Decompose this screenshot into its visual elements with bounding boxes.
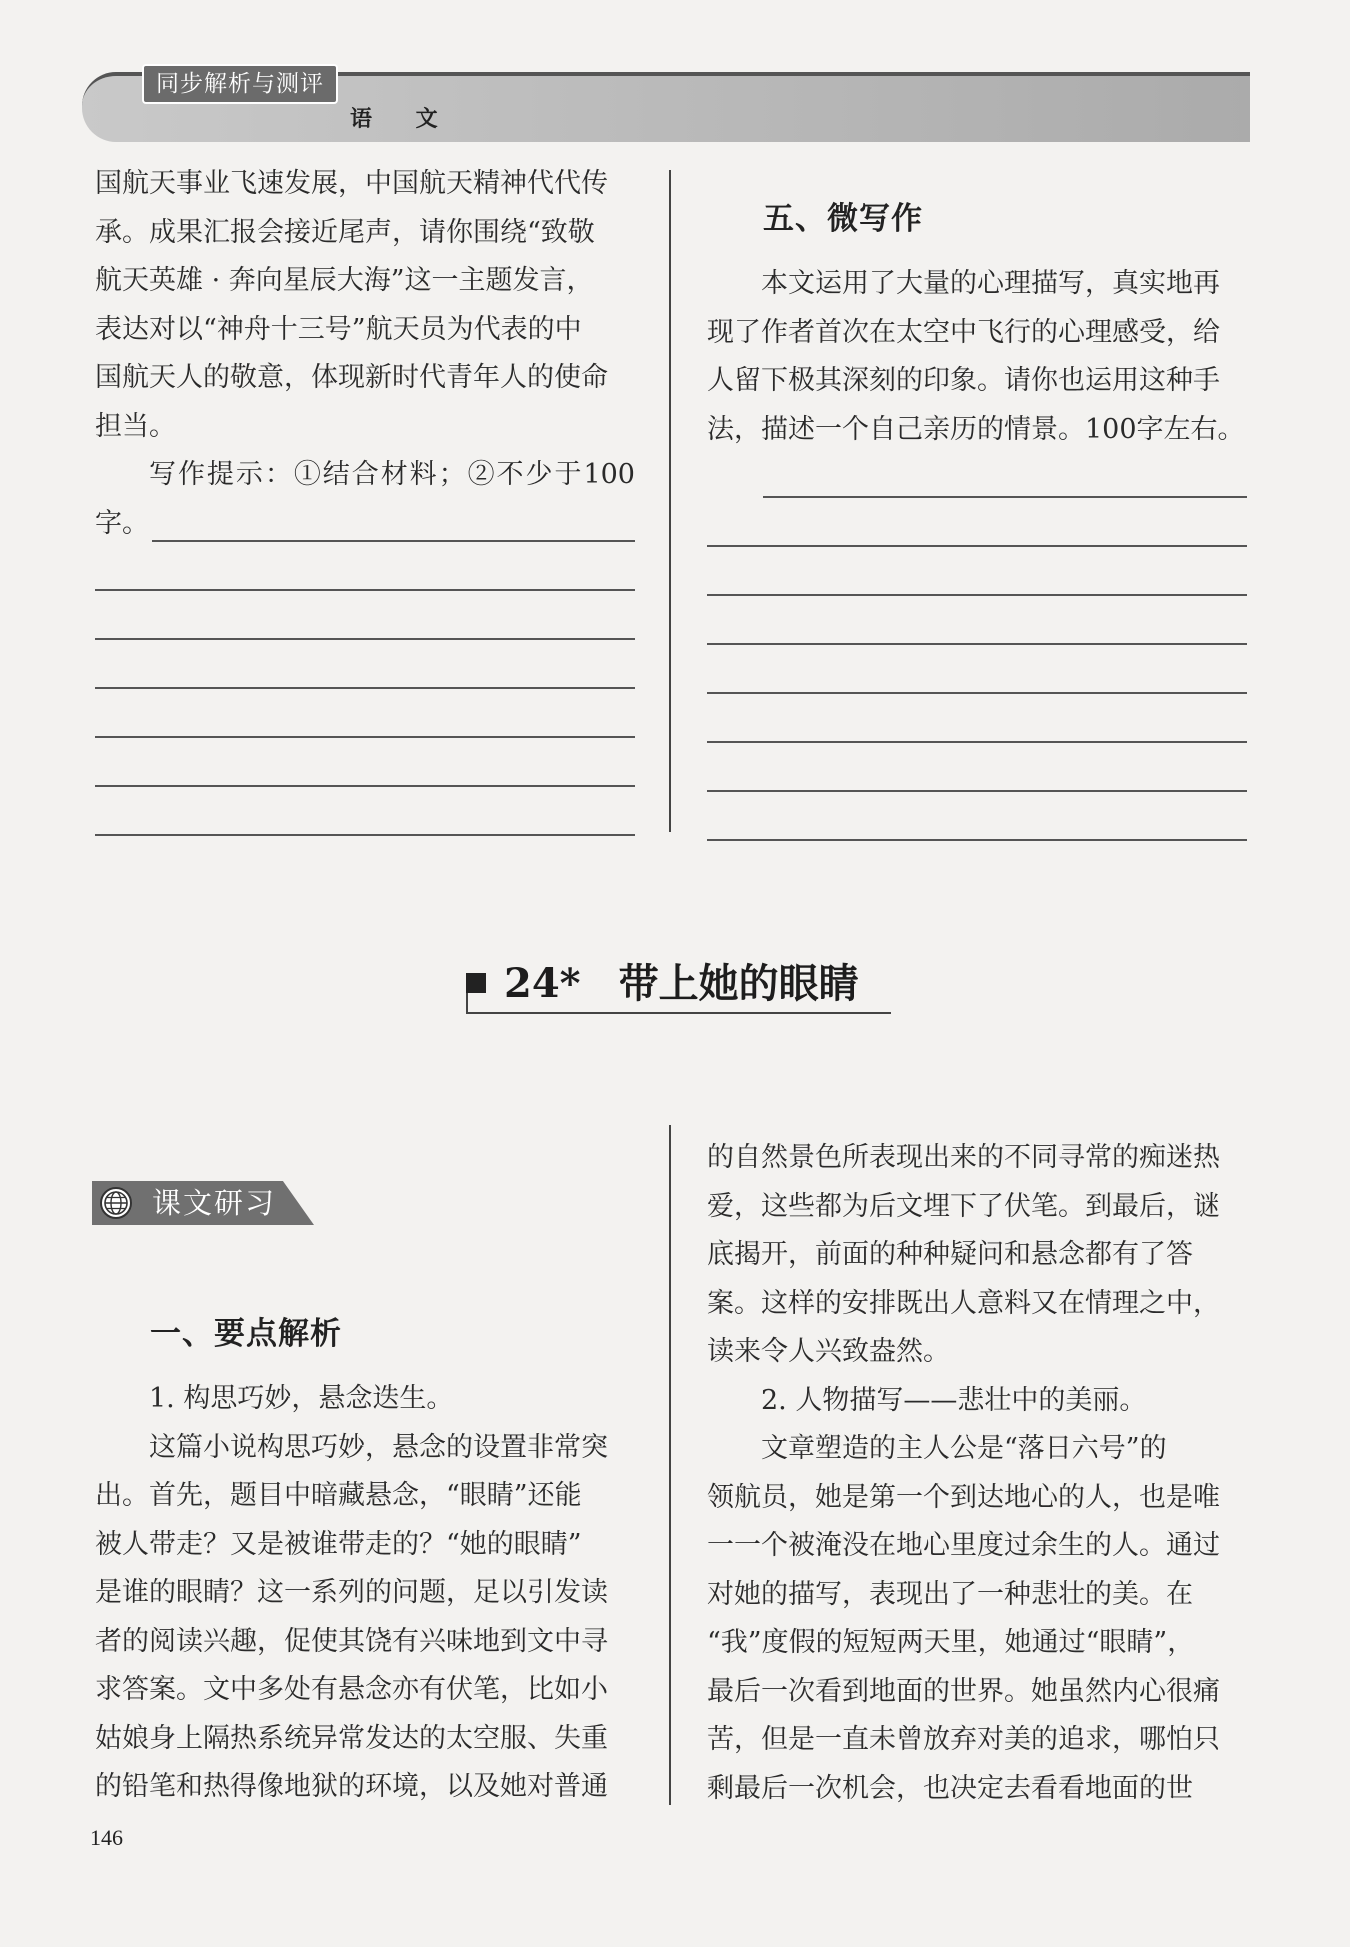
text-line: 表达对以“神舟十三号”航天员为代表的中 xyxy=(95,313,582,345)
text-line: 对她的描写，表现出了一种悲壮的美。在 xyxy=(707,1578,1193,1610)
text-line: 者的阅读兴趣，促使其饶有兴味地到文中寻 xyxy=(95,1625,608,1657)
text-line: 最后一次看到地面的世界。她虽然内心很痛 xyxy=(707,1675,1220,1707)
text-line: 本文运用了大量的心理描写，真实地再 xyxy=(761,268,1220,299)
writing-line[interactable] xyxy=(707,545,1247,547)
column-divider xyxy=(669,1125,671,1805)
text-line: 国航天事业飞速发展，中国航天精神代代传 xyxy=(95,168,608,199)
section-title-micro-writing: 五、微写作 xyxy=(763,201,923,237)
globe-icon xyxy=(100,1187,132,1219)
writing-line[interactable] xyxy=(95,687,635,689)
text-line: 国航天人的敬意，体现新时代青年人的使命 xyxy=(95,362,608,393)
text-line: 担当。 xyxy=(95,410,176,442)
writing-line[interactable] xyxy=(95,589,635,591)
bottom-left-column xyxy=(95,1375,635,1812)
text-line: 案。这样的安排既出人意料又在情理之中， xyxy=(707,1287,1220,1319)
text-line: 领航员，她是第一个到达地心的人，也是唯 xyxy=(707,1481,1220,1513)
text-line: 姑娘身上隔热系统异常发达的太空服、失重 xyxy=(95,1722,608,1754)
top-left-column xyxy=(95,160,635,548)
text-line: 承。成果汇报会接近尾声，请你围绕“致敬 xyxy=(95,216,595,248)
writing-line[interactable] xyxy=(707,643,1247,645)
text-line: 剩最后一次机会，也决定去看看地面的世 xyxy=(707,1772,1193,1804)
subject-label: 语 文 xyxy=(350,107,456,132)
point-title: 1. 构思巧妙，悬念迭生。 xyxy=(149,1383,454,1414)
text-line: 的自然景色所表现出来的不同寻常的痴迷热 xyxy=(707,1142,1220,1173)
square-bullet-icon xyxy=(466,973,486,993)
text-line: 的铅笔和热得像地狱的环境，以及她对普通 xyxy=(95,1771,608,1802)
text-line: 文章塑造的主人公是“落日六号”的 xyxy=(761,1433,1167,1464)
text-line: 是谁的眼睛？这一系列的问题，足以引发读 xyxy=(95,1577,608,1608)
text-line: 现了作者首次在太空中飞行的心理感受，给 xyxy=(707,316,1220,348)
lesson-title-text: 带上她的眼睛 xyxy=(618,960,859,1007)
text-line: “我”度假的短短两天里，她通过“眼睛”， xyxy=(707,1627,1195,1658)
text-line: 被人带走？又是被谁带走的？“她的眼睛” xyxy=(95,1528,582,1560)
writing-line[interactable] xyxy=(707,839,1247,841)
writing-line[interactable] xyxy=(707,594,1247,596)
text-line: 苦，但是一直未曾放弃对美的追求，哪怕只 xyxy=(707,1724,1220,1755)
writing-line[interactable] xyxy=(707,741,1247,743)
text-line: 爱，这些都为后文埋下了伏笔。到最后，谜 xyxy=(707,1190,1220,1222)
writing-line[interactable] xyxy=(95,834,635,836)
column-divider xyxy=(669,170,671,832)
badge-label: 课文研习 xyxy=(152,1186,277,1220)
writing-hint: 写作提示：①结合材料；②不少于100字。 xyxy=(95,459,635,539)
section-title-key-points: 一、要点解析 xyxy=(150,1316,342,1352)
text-line: 求答案。文中多处有悬念亦有伏笔，比如小 xyxy=(95,1674,608,1705)
writing-line[interactable] xyxy=(707,790,1247,792)
point-title: 2. 人物描写——悲壮中的美丽。 xyxy=(761,1384,1147,1416)
writing-line[interactable] xyxy=(763,496,1247,498)
text-line: 航天英雄 · 奔向星辰大海”这一主题发言， xyxy=(95,265,594,296)
text-line: 这篇小说构思巧妙，悬念的设置非常突 xyxy=(149,1431,608,1463)
text-line: 人留下极其深刻的印象。请你也运用这种手 xyxy=(707,365,1220,396)
writing-line[interactable] xyxy=(152,540,635,542)
text-line: 底揭开，前面的种种疑问和悬念都有了答 xyxy=(707,1239,1193,1270)
text-line: 一一个被淹没在地心里度过余生的人。通过 xyxy=(707,1530,1220,1561)
text-line: 法，描述一个自己亲历的情景。100字左右。 xyxy=(707,413,1245,445)
page-number: 146 xyxy=(90,1825,123,1850)
lesson-number: 24* xyxy=(504,960,581,1007)
writing-line[interactable] xyxy=(95,736,635,738)
book-title: 同步解析与测评 xyxy=(142,64,338,104)
top-right-column xyxy=(707,260,1247,454)
writing-line[interactable] xyxy=(95,638,635,640)
text-line: 读来令人兴致盎然。 xyxy=(707,1336,950,1367)
lesson-title xyxy=(466,954,859,1014)
writing-line[interactable] xyxy=(95,785,635,787)
bottom-right-column xyxy=(707,1134,1247,1813)
writing-line[interactable] xyxy=(707,692,1247,694)
text-line: 出。首先，题目中暗藏悬念，“眼睛”还能 xyxy=(95,1480,582,1511)
